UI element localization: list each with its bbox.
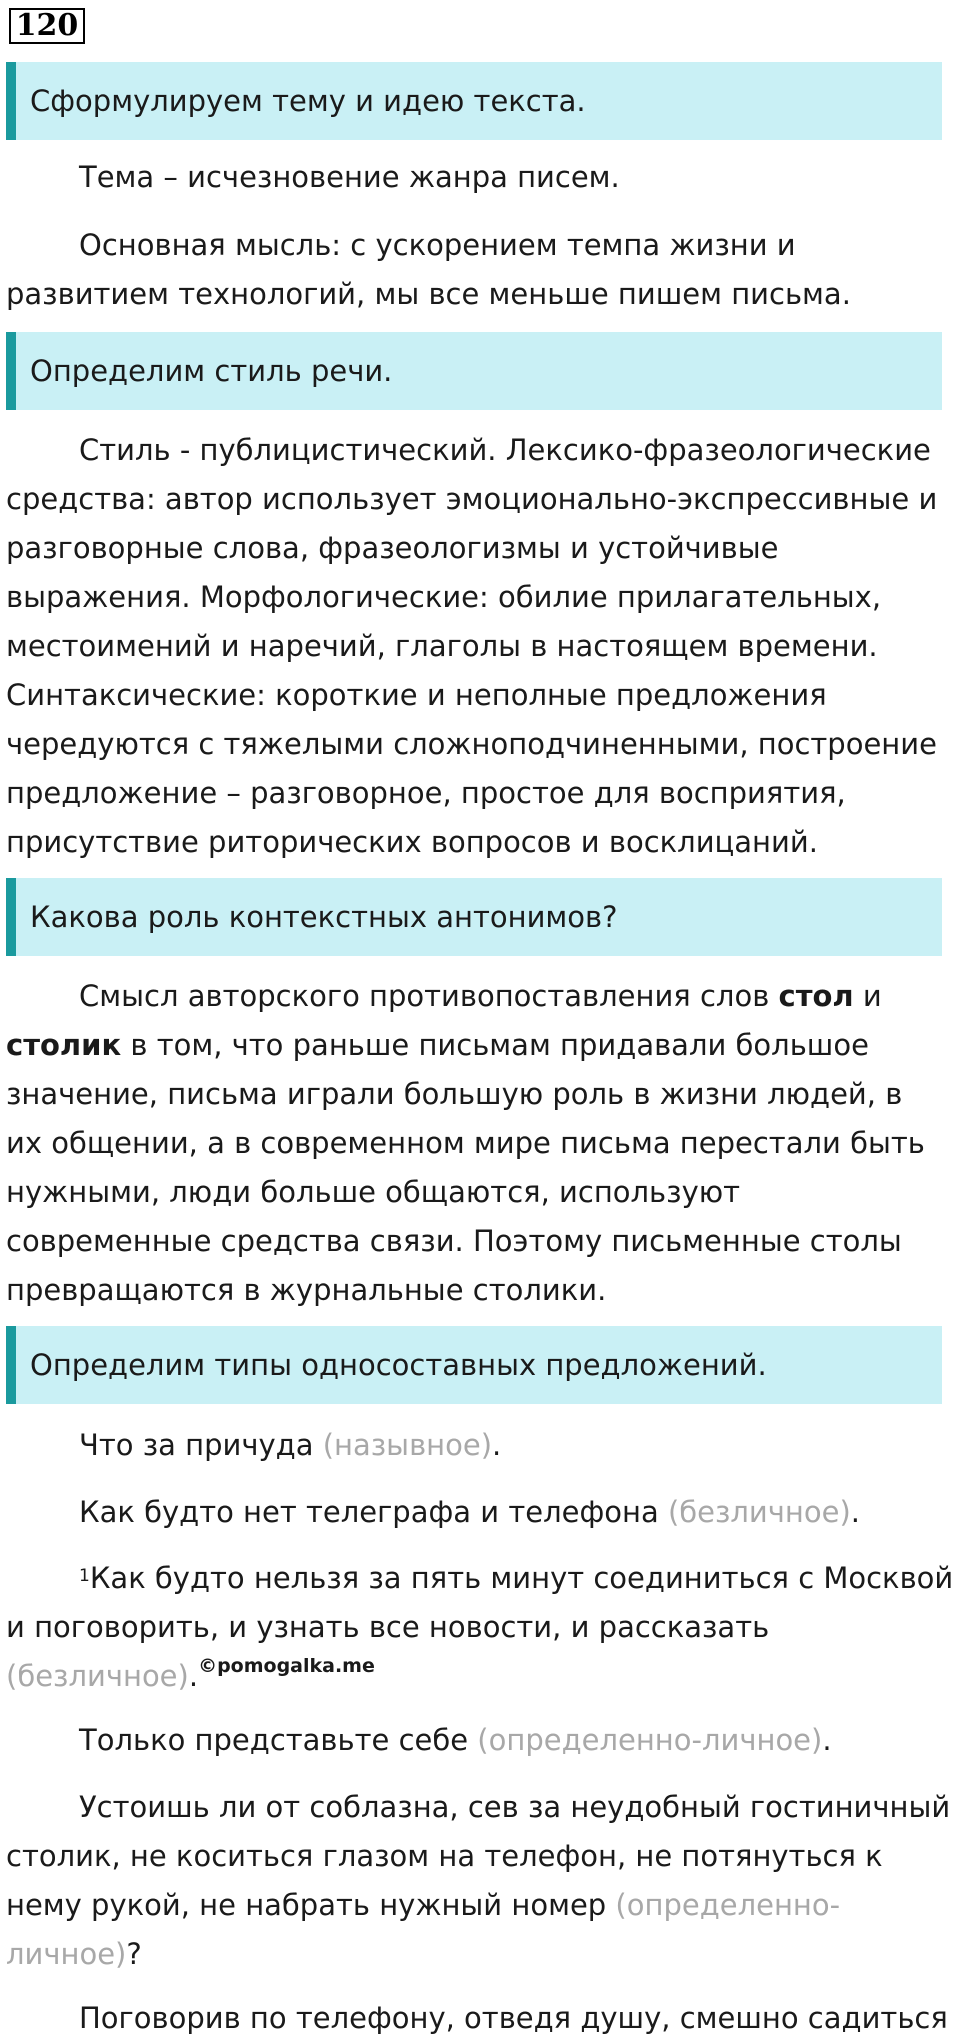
sentence-type-label: (безличное) xyxy=(6,1659,189,1693)
footnote-marker: 1 xyxy=(79,1566,90,1586)
text-line: предложение – разговорное, простое для восприятия, xyxy=(6,776,846,810)
text-line xyxy=(6,1421,956,1470)
text-span: Смысл авторского противопоставления слов xyxy=(79,979,779,1013)
period: . xyxy=(492,1428,502,1462)
text-line: Стиль - публицистический. Лексико-фразеологические xyxy=(79,433,931,467)
question-mark: ? xyxy=(126,1937,142,1971)
text-line: нужными, люди больше общаются, используют xyxy=(6,1175,741,1209)
text-line: разговорные слова, фразеологизмы и устойчивые xyxy=(6,531,779,565)
text-line: столик, не коситься глазом на телефон, не потянуться к xyxy=(6,1839,883,1873)
sentence-type-label: личное) xyxy=(6,1937,127,1971)
section-heading-style: Определим стиль речи. xyxy=(6,332,942,410)
sentence-1 xyxy=(6,1421,956,1470)
text-line xyxy=(6,1881,956,1930)
period: . xyxy=(850,1495,860,1529)
text-line xyxy=(6,1716,956,1765)
text-line: местоимений и наречий, глаголы в настоящем времени. xyxy=(6,629,878,663)
text-line: средства: автор использует эмоционально-экспрессивные и xyxy=(6,482,938,516)
text-line: Устоишь ли от соблазна, сев за неудобный гостиничный xyxy=(79,1790,951,1824)
text-line xyxy=(6,1021,956,1070)
text-line: присутствие риторических вопросов и восклицаний. xyxy=(6,825,818,859)
idea-paragraph xyxy=(6,221,956,319)
antonyms-paragraph xyxy=(6,972,956,1315)
text-line: Синтаксические: короткие и неполные предложения xyxy=(6,678,827,712)
text-line xyxy=(6,1652,956,1701)
text-line: развитием технологий, мы все меньше пишем письма. xyxy=(6,277,851,311)
sentence-4 xyxy=(6,1716,956,1765)
text-line: Поговорив по телефону, отведя душу, смешно садиться xyxy=(79,2001,948,2035)
sentence-6 xyxy=(6,1994,956,2035)
text-span: и xyxy=(853,979,882,1013)
text-line xyxy=(6,1554,956,1603)
sentence-text: Только представьте себе xyxy=(79,1723,478,1757)
sentence-3 xyxy=(6,1554,956,1701)
text-line: и поговорить, и узнать все новости, и рассказать xyxy=(6,1610,770,1644)
sentence-2 xyxy=(6,1488,956,1537)
keyword-stol: стол xyxy=(778,979,854,1013)
style-paragraph xyxy=(6,426,956,867)
period: . xyxy=(188,1659,199,1693)
task-number: 120 xyxy=(9,8,85,44)
text-line: их общении, а в современном мире письма перестали быть xyxy=(6,1126,925,1160)
sentence-5 xyxy=(6,1783,956,1979)
sentence-text: Что за причуда xyxy=(79,1428,323,1462)
section-heading-theme: Сформулируем тему и идею текста. xyxy=(6,62,942,140)
text-line: современные средства связи. Поэтому письменные столы xyxy=(6,1224,902,1258)
text-line xyxy=(6,972,956,1021)
period: . xyxy=(822,1723,832,1757)
text-line: чередуются с тяжелыми сложноподчиненными, построение xyxy=(6,727,937,761)
section-heading-sentence-types: Определим типы односоставных предложений. xyxy=(6,1326,942,1404)
sentence-type-label: (определенно-личное) xyxy=(477,1723,823,1757)
section-heading-antonyms: Какова роль контекстных антонимов? xyxy=(6,878,942,956)
text-line xyxy=(6,1930,956,1979)
sentence-text: Как будто нельзя за пять минут соединиться с Москвой xyxy=(89,1561,954,1595)
text-span: в том, что раньше письмам придавали большое xyxy=(121,1028,869,1062)
watermark: ©pomogalka.me xyxy=(198,1655,375,1677)
sentence-text: нему рукой, не набрать нужный номер xyxy=(6,1888,616,1922)
text-line: Основная мысль: с ускорением темпа жизни и xyxy=(79,228,796,262)
theme-paragraph xyxy=(6,153,956,202)
text-line: превращаются в журнальные столики. xyxy=(6,1273,607,1307)
sentence-text: Как будто нет телеграфа и телефона xyxy=(79,1495,668,1529)
sentence-type-label: (безличное) xyxy=(667,1495,851,1529)
keyword-stolik: столик xyxy=(6,1028,122,1062)
text-line: выражения. Морфологические: обилие прилагательных, xyxy=(6,580,882,614)
text-line: Тема – исчезновение жанра писем. xyxy=(79,160,620,194)
text-line: значение, письма играли большую роль в жизни людей, в xyxy=(6,1077,903,1111)
sentence-type-label: (определенно- xyxy=(615,1888,841,1922)
text-line xyxy=(6,1488,956,1537)
sentence-type-label: (назывное) xyxy=(322,1428,493,1462)
